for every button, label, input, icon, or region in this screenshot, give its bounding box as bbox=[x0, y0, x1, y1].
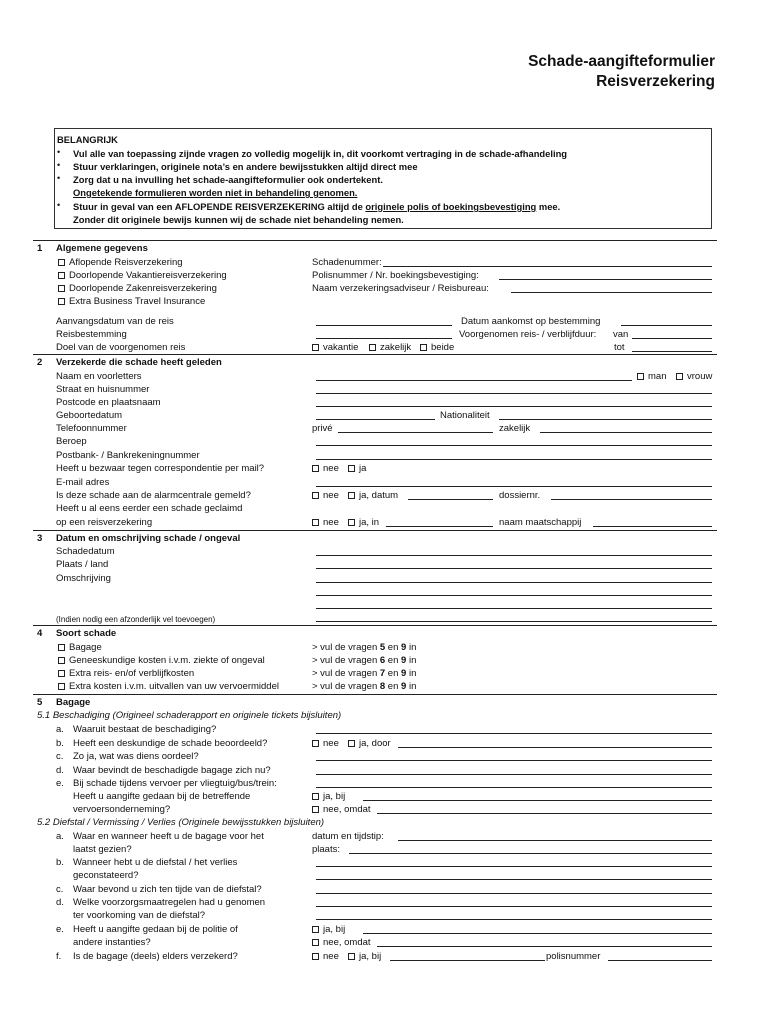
field-oordeel[interactable] bbox=[316, 760, 712, 761]
label-nationaliteit: Nationaliteit bbox=[440, 410, 490, 421]
field-politie-omdat[interactable] bbox=[377, 946, 712, 947]
checkbox-uitvallen-vervoer[interactable]: Extra kosten i.v.m. uitvallen van uw vervoermiddel bbox=[58, 681, 279, 692]
checkbox-eerder-nee[interactable]: nee bbox=[312, 517, 339, 528]
field-deskundige[interactable] bbox=[398, 747, 712, 748]
divider bbox=[33, 694, 717, 695]
label-eerder-geclaimd-2: op een reisverzekering bbox=[56, 517, 153, 528]
label-plaats-land: Plaats / land bbox=[56, 559, 109, 570]
item-letter: b. bbox=[56, 857, 64, 868]
label-laatst-gezien-1: Waar en wanneer heeft u de bagage voor het bbox=[73, 831, 264, 842]
instruction-geneeskundig: > vul de vragen 6 en 9 in bbox=[312, 655, 417, 666]
label-bezwaar-mail: Heeft u bezwaar tegen correspondentie per mail? bbox=[56, 463, 265, 474]
label-tot: tot bbox=[614, 342, 625, 353]
field-plaats[interactable] bbox=[349, 853, 712, 854]
section-title-bagage: Bagage bbox=[56, 697, 91, 708]
form-subtitle: Reisverzekering bbox=[596, 73, 715, 90]
important-bullet-4: Stuur in geval van een AFLOPENDE REISVERZEKERING altijd de originele polis of boekingsbevestiging mee. bbox=[73, 201, 561, 212]
label-voorzorg-1: Welke voorzorgsmaatregelen had u genomen bbox=[73, 897, 266, 908]
field-bagage-locatie[interactable] bbox=[316, 774, 712, 775]
field-omschrijving-4[interactable] bbox=[316, 621, 712, 622]
field-omschrijving-1[interactable] bbox=[316, 582, 712, 583]
field-vervoer-omdat[interactable] bbox=[377, 813, 712, 814]
label-elders-verzekerd: Is de bagage (deels) elders verzekerd? bbox=[73, 951, 238, 962]
label-adviseur: Naam verzekeringsadviseur / Reisbureau: bbox=[312, 283, 489, 294]
checkbox-deskundige-nee[interactable]: nee bbox=[312, 738, 339, 749]
field-tot[interactable] bbox=[632, 351, 712, 352]
field-eerder-jaar[interactable] bbox=[386, 526, 493, 527]
label-naam: Naam en voorletters bbox=[56, 371, 142, 382]
field-geconstateerd[interactable] bbox=[316, 866, 712, 867]
subsection-beschadiging: 5.1 Beschadiging (Origineel schaderapport en originele tickets bijsluiten) bbox=[37, 710, 342, 721]
label-vervoer-3: vervoersonderneming? bbox=[73, 804, 171, 815]
label-maatschappij: naam maatschappij bbox=[499, 517, 582, 528]
label-vervoer-1: Bij schade tijdens vervoer per vliegtuig/bus/trein: bbox=[73, 778, 277, 789]
label-postcode: Postcode en plaatsnaam bbox=[56, 397, 161, 408]
field-aankomst[interactable] bbox=[621, 325, 712, 326]
checkbox-elders-ja[interactable]: ja, bij bbox=[348, 951, 381, 962]
checkbox-man[interactable]: man bbox=[637, 371, 666, 382]
item-letter: a. bbox=[56, 831, 64, 842]
field-telefoon-prive[interactable] bbox=[338, 432, 493, 433]
label-oordeel: Zo ja, wat was diens oordeel? bbox=[73, 751, 199, 762]
field-geconstateerd-2[interactable] bbox=[316, 879, 712, 880]
checkbox-elders-nee[interactable]: nee bbox=[312, 951, 339, 962]
label-geconstateerd-1: Wanneer hebt u de diefstal / het verlies bbox=[73, 857, 238, 868]
subsection-diefstal: 5.2 Diefstal / Vermissing / Verlies (Originele bewijsstukken bijsluiten) bbox=[37, 817, 325, 828]
item-letter: e. bbox=[56, 924, 64, 935]
field-tijdstip[interactable] bbox=[398, 840, 712, 841]
checkbox-alarm-nee[interactable]: nee bbox=[312, 490, 339, 501]
divider bbox=[33, 354, 717, 355]
label-van: van bbox=[613, 329, 629, 340]
label-geconstateerd-2: geconstateerd? bbox=[73, 870, 139, 881]
checkbox-vervoer-nee[interactable]: nee, omdat bbox=[312, 804, 371, 815]
section-number: 5 bbox=[37, 697, 43, 708]
label-geboortedatum: Geboortedatum bbox=[56, 410, 123, 421]
checkbox-alarm-ja[interactable]: ja, datum bbox=[348, 490, 398, 501]
label-aankomst: Datum aankomst op bestemming bbox=[461, 316, 601, 327]
item-letter: b. bbox=[56, 738, 64, 749]
label-reisbestemming: Reisbestemming bbox=[56, 329, 127, 340]
field-omschrijving-2[interactable] bbox=[316, 595, 712, 596]
checkbox-business-travel[interactable]: Extra Business Travel Insurance bbox=[58, 296, 205, 307]
label-locatie-diefstal: Waar bevond u zich ten tijde van de diefstal? bbox=[73, 884, 262, 895]
label-dossiernr: dossiernr. bbox=[499, 490, 541, 501]
label-aanvangsdatum: Aanvangsdatum van de reis bbox=[56, 316, 174, 327]
section-title-verzekerde: Verzekerde die schade heeft geleden bbox=[56, 357, 222, 368]
note-extra-sheet: (Indien nodig een afzonderlijk vel toevoegen) bbox=[56, 615, 216, 624]
checkbox-mail-nee[interactable]: nee bbox=[312, 463, 339, 474]
field-plaats-land[interactable] bbox=[316, 568, 712, 569]
divider bbox=[33, 240, 717, 241]
label-prive: privé bbox=[312, 423, 333, 434]
important-bullet-1: Vul alle van toepassing zijnde vragen zo volledig mogelijk in, dit voorkomt vertraging in de schade-afhandeling bbox=[73, 148, 568, 159]
checkbox-politie-nee[interactable]: nee, omdat bbox=[312, 937, 371, 948]
label-bagage-locatie: Waar bevindt de beschadigde bagage zich nu? bbox=[73, 765, 271, 776]
label-omschrijving: Omschrijving bbox=[56, 573, 111, 584]
label-schadenummer: Schadenummer: bbox=[312, 257, 382, 268]
label-beschadiging: Waaruit bestaat de beschadiging? bbox=[73, 724, 217, 735]
item-letter: a. bbox=[56, 724, 64, 735]
field-alarm-datum[interactable] bbox=[408, 499, 493, 500]
checkbox-aflopend[interactable]: Aflopende Reisverzekering bbox=[58, 257, 183, 268]
label-politie-1: Heeft u aangifte gedaan bij de politie of bbox=[73, 924, 238, 935]
checkbox-geneeskundig[interactable]: Geneeskundige kosten i.v.m. ziekte of ongeval bbox=[58, 655, 265, 666]
field-schadenummer[interactable] bbox=[383, 266, 712, 267]
important-bullet-3b: Ongetekende formulieren worden niet in behandeling genomen. bbox=[73, 187, 358, 198]
label-vervoer-2: Heeft u aangifte gedaan bij de betreffende bbox=[73, 791, 251, 802]
item-letter: d. bbox=[56, 897, 64, 908]
item-letter: d. bbox=[56, 765, 64, 776]
field-postcode[interactable] bbox=[316, 406, 712, 407]
label-tijdstip: datum en tijdstip: bbox=[312, 831, 384, 842]
checkbox-vervoer-ja[interactable]: ja, bij bbox=[312, 791, 345, 802]
checkbox-politie-ja[interactable]: ja, bij bbox=[312, 924, 345, 935]
field-reisbestemming[interactable] bbox=[316, 338, 452, 339]
field-polisnummer[interactable] bbox=[499, 279, 712, 280]
section-title-datum-omschrijving: Datum en omschrijving schade / ongeval bbox=[56, 533, 241, 544]
checkbox-mail-ja[interactable]: ja bbox=[348, 463, 366, 474]
field-vervoer[interactable] bbox=[316, 787, 712, 788]
section-number: 2 bbox=[37, 357, 43, 368]
label-bank: Postbank- / Bankrekeningnummer bbox=[56, 450, 200, 461]
field-telefoon-zakelijk[interactable] bbox=[540, 432, 712, 433]
instruction-vervoer: > vul de vragen 8 en 9 in bbox=[312, 681, 417, 692]
label-polisnummer: Polisnummer / Nr. boekingsbevestiging: bbox=[312, 270, 479, 281]
label-alarmcentrale: Is deze schade aan de alarmcentrale gemeld? bbox=[56, 490, 251, 501]
field-locatie-diefstal[interactable] bbox=[316, 893, 712, 894]
label-doel: Doel van de voorgenomen reis bbox=[56, 342, 186, 353]
section-number: 1 bbox=[37, 243, 43, 254]
field-beroep[interactable] bbox=[316, 445, 712, 446]
important-bullet-3: Zorg dat u na invulling het schade-aangifteformulier ook ondertekent. bbox=[73, 174, 383, 185]
item-letter: c. bbox=[56, 751, 64, 762]
field-omschrijving-3[interactable] bbox=[316, 608, 712, 609]
field-schadedatum[interactable] bbox=[316, 555, 712, 556]
field-vervoer-bij[interactable] bbox=[363, 800, 712, 801]
section-number: 3 bbox=[37, 533, 43, 544]
divider bbox=[33, 625, 717, 626]
label-verblijfduur: Voorgenomen reis- / verblijfduur: bbox=[459, 329, 597, 340]
important-heading: BELANGRIJK bbox=[57, 134, 118, 145]
label-voorzorg-2: ter voorkoming van de diefstal? bbox=[73, 910, 206, 921]
field-bank[interactable] bbox=[316, 459, 712, 460]
checkbox-deskundige-ja[interactable]: ja, door bbox=[348, 738, 391, 749]
field-adviseur[interactable] bbox=[511, 292, 712, 293]
item-letter: f. bbox=[56, 951, 62, 962]
item-letter: e. bbox=[56, 778, 64, 789]
field-aanvangsdatum[interactable] bbox=[316, 325, 452, 326]
field-voorzorg[interactable] bbox=[316, 906, 712, 907]
label-eerder-geclaimd: Heeft u al eens eerder een schade geclaimd bbox=[56, 503, 243, 514]
label-laatst-gezien-2: laatst gezien? bbox=[73, 844, 132, 855]
label-schadedatum: Schadedatum bbox=[56, 546, 115, 557]
field-polisnummer-elders[interactable] bbox=[608, 960, 712, 961]
section-title-soort-schade: Soort schade bbox=[56, 628, 117, 639]
checkbox-extra-reiskosten[interactable]: Extra reis- en/of verblijfkosten bbox=[58, 668, 194, 679]
field-email[interactable] bbox=[316, 486, 712, 487]
field-nationaliteit[interactable] bbox=[499, 419, 712, 420]
important-bullet-2: Stuur verklaringen, originele nota’s en andere bewijsstukken altijd direct mee bbox=[73, 161, 418, 172]
label-politie-2: andere instanties? bbox=[73, 937, 151, 948]
checkbox-beide[interactable]: beide bbox=[420, 342, 454, 353]
field-dossiernr[interactable] bbox=[551, 499, 712, 500]
instruction-reiskosten: > vul de vragen 7 en 9 in bbox=[312, 668, 417, 679]
field-beschadiging[interactable] bbox=[316, 733, 712, 734]
field-van[interactable] bbox=[632, 338, 712, 339]
instruction-bagage: > vul de vragen 5 en 9 in bbox=[312, 642, 417, 653]
checkbox-doorlopend-zaken[interactable]: Doorlopende Zakenreisverzekering bbox=[58, 283, 217, 294]
field-politie-bij[interactable] bbox=[363, 933, 712, 934]
label-polisnummer-elders: polisnummer bbox=[546, 951, 601, 962]
checkbox-eerder-ja[interactable]: ja, in bbox=[348, 517, 379, 528]
field-voorzorg-2[interactable] bbox=[316, 919, 712, 920]
field-geboortedatum[interactable] bbox=[316, 419, 435, 420]
label-deskundige: Heeft een deskundige de schade beoordeeld? bbox=[73, 738, 268, 749]
label-beroep: Beroep bbox=[56, 436, 87, 447]
checkbox-bagage[interactable]: Bagage bbox=[58, 642, 102, 653]
checkbox-doorlopend-vakantie[interactable]: Doorlopende Vakantiereisverzekering bbox=[58, 270, 227, 281]
field-elders-bij[interactable] bbox=[390, 960, 545, 961]
section-title-algemeen: Algemene gegevens bbox=[56, 243, 148, 254]
label-plaats: plaats: bbox=[312, 844, 340, 855]
label-email: E-mail adres bbox=[56, 477, 110, 488]
field-straat[interactable] bbox=[316, 393, 712, 394]
form-title: Schade-aangifteformulier bbox=[528, 53, 715, 70]
label-straat: Straat en huisnummer bbox=[56, 384, 150, 395]
field-maatschappij[interactable] bbox=[593, 526, 712, 527]
field-naam[interactable] bbox=[316, 380, 632, 381]
label-telefoon-zakelijk: zakelijk bbox=[499, 423, 531, 434]
item-letter: c. bbox=[56, 884, 64, 895]
checkbox-zakelijk[interactable]: zakelijk bbox=[369, 342, 411, 353]
checkbox-vakantie[interactable]: vakantie bbox=[312, 342, 358, 353]
checkbox-vrouw[interactable]: vrouw bbox=[676, 371, 712, 382]
important-bullet-4b: Zonder dit originele bewijs kunnen wij de schade niet behandeling nemen. bbox=[73, 214, 404, 225]
section-number: 4 bbox=[37, 628, 43, 639]
divider bbox=[33, 530, 717, 531]
label-telefoon: Telefoonnummer bbox=[56, 423, 127, 434]
